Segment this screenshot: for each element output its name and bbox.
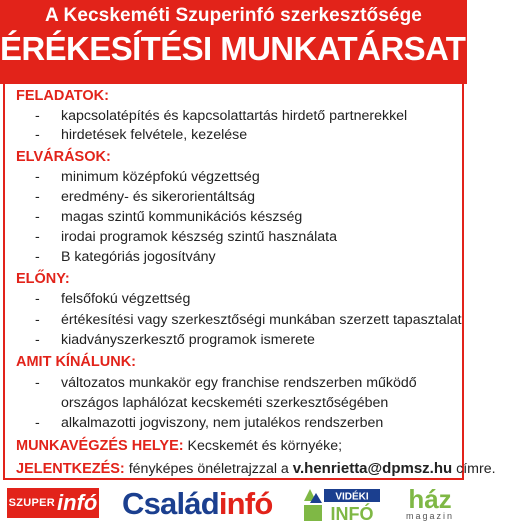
- list-item: - B kategóriás jogosítvány: [35, 249, 216, 265]
- list-item: - felsőfokú végzettség: [35, 291, 191, 307]
- header-banner: [0, 0, 531, 84]
- header-suffix: keres.: [469, 42, 531, 65]
- haz-magazin-logo: ház magazin: [405, 484, 455, 521]
- list-item: - magas szintű kommunikációs készség: [35, 209, 303, 225]
- section-title-elvarasok: ELVÁRÁSOK:: [16, 149, 111, 165]
- videki-info-logo: [302, 487, 382, 523]
- header-line1: A Kecskeméti Szuperinfó szerkesztősége: [45, 5, 422, 26]
- list-item: - kapcsolatépítés és kapcsolattartás hirdető partnerekkel: [35, 108, 408, 124]
- list-item: - irodai programok készség szintű használata: [35, 229, 338, 245]
- apply-email-link[interactable]: v.henrietta@dpmsz.hu: [292, 460, 453, 477]
- list-item: - hirdetések felvétele, kezelése: [35, 127, 248, 143]
- apply-label: JELENTKEZÉS:: [16, 461, 125, 477]
- work-place-value: Kecskemét és környéke;: [187, 438, 343, 454]
- list-item: - értékesítési vagy szerkesztőségi munkában szerzett tapasztalat: [35, 312, 462, 328]
- section-title-feladatok: FELADATOK:: [16, 88, 109, 104]
- list-item: - eredmény- és sikerorientáltság: [35, 189, 255, 205]
- list-item: - alkalmazotti jogviszony, nem jutalékos rendszerben: [35, 415, 384, 431]
- svg-text:INFÓ: INFÓ: [330, 504, 374, 524]
- szuperinfo-logo: SZUPER infó: [7, 488, 99, 518]
- svg-text:VIDÉKI: VIDÉKI: [335, 491, 369, 503]
- videki-info-icon: [302, 487, 382, 523]
- header-line2: [0, 30, 531, 68]
- section-title-elony: ELŐNY:: [16, 271, 70, 287]
- ad-body: [3, 84, 496, 480]
- apply-text: fényképes önéletrajzzal a: [128, 461, 289, 477]
- csaladinfo-logo: Családinfó: [122, 486, 273, 521]
- work-place-label: MUNKAVÉGZÉS HELYE:: [16, 438, 184, 454]
- list-item: - változatos munkakör egy franchise rendszerben működő: [35, 375, 417, 391]
- work-place: [16, 438, 342, 454]
- list-item: - minimum középfokú végzettség: [35, 169, 260, 185]
- apply-suffix: címre.: [456, 461, 496, 477]
- logo-bar: [0, 484, 467, 526]
- list-item-continuation: országos laphálózat kecskeméti szerkesztőségében: [61, 395, 389, 411]
- section-title-amit: AMIT KÍNÁLUNK:: [16, 354, 137, 370]
- list-item: - kiadványszerkesztő programok ismerete: [35, 332, 315, 348]
- apply-line: [16, 460, 496, 477]
- header-title: ÉRÉKESÍTÉSI MUNKATÁRSAT: [0, 30, 466, 67]
